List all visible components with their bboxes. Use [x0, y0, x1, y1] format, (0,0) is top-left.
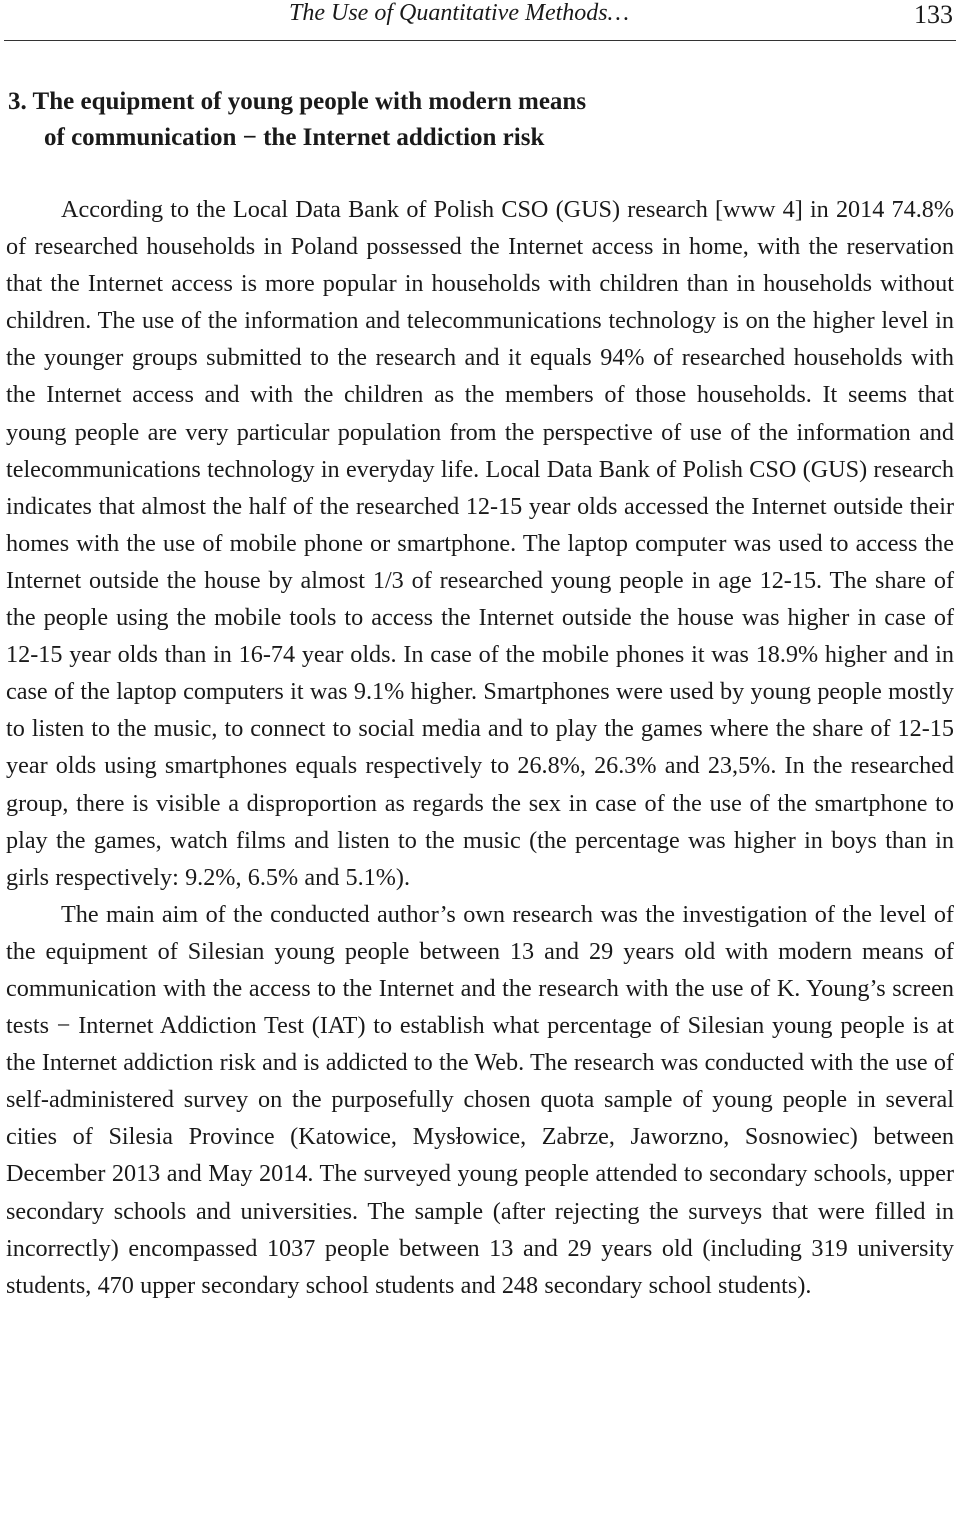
section-heading — [8, 84, 948, 156]
section-heading-line-2: of communication − the Internet addiction risk — [44, 124, 545, 151]
section-heading-line-1: 3. The equipment of young people with modern means — [8, 88, 587, 115]
body-text — [6, 191, 954, 1304]
paragraph: The main aim of the conducted author’s own research was the investigation of the level of the equipment of Silesian young people between 13 and 29 years old with modern means of communication with the access to the Internet and the research with the use of K. Young’s screen tests − Internet Addiction Test (IAT) to establish what percentage of Silesian young people is at the Internet addiction risk and is addicted to the Web. The research was conducted with the use of self-administered survey on the purposefully chosen quota sample of young people in several cities of Silesia Province (Katowice, Mysłowice, Zabrze, Jaworzno, Sosnowiec) between December 2013 and May 2014. The surveyed young people attended to secondary schools, upper secondary schools and universities. The sample (after rejecting the surveys that were filled in incorrectly) encompassed 1037 people between 13 and 29 years old (including 319 university students, 470 upper secondary school students and 248 secondary school students). — [6, 900, 954, 1299]
paragraph: According to the Local Data Bank of Polish CSO (GUS) research [www 4] in 2014 74.8% of researched households in Poland possessed the Internet access in home, with the reservation that the Internet access is more popular in households with children than in households without children. The use of the information and telecommunications technology is on the higher level in the younger groups submitted to the research and it equals 94% of researched households with the Internet access and with the children as the members of those households. It seems that young people are very particular population from the perspective of use of the information and telecommunications technology in everyday life. Local Data Bank of Polish CSO (GUS) research indicates that almost the half of the researched 12-15 year olds accessed the Internet outside their homes with the use of mobile phone or smartphone. The laptop computer was used to access the Internet outside the house by almost 1/3 of researched young people in age 12-15. The share of the people using the mobile tools to access the Internet outside the house was higher in case of 12-15 year olds than in 16-74 year olds. In case of the mobile phones it was 18.9% higher and in case of the laptop computers it was 9.1% higher. Smartphones were used by young people mostly to listen to the music, to connect to social media and to play the games where the share of 12-15 year olds using smartphones equals respectively to 26.8%, 26.3% and 23,5%. In the researched group, there is visible a disproportion as regards the sex in case of the use of the smartphone to play the games, watch films and listen to the music (the percentage was higher in boys than in girls respectively: 9.2%, 6.5% and 5.1%). — [6, 196, 954, 891]
page-number: 133 — [914, 0, 953, 29]
running-header — [0, 0, 960, 40]
header-divider — [4, 40, 956, 41]
running-title: The Use of Quantitative Methods… — [289, 0, 629, 26]
